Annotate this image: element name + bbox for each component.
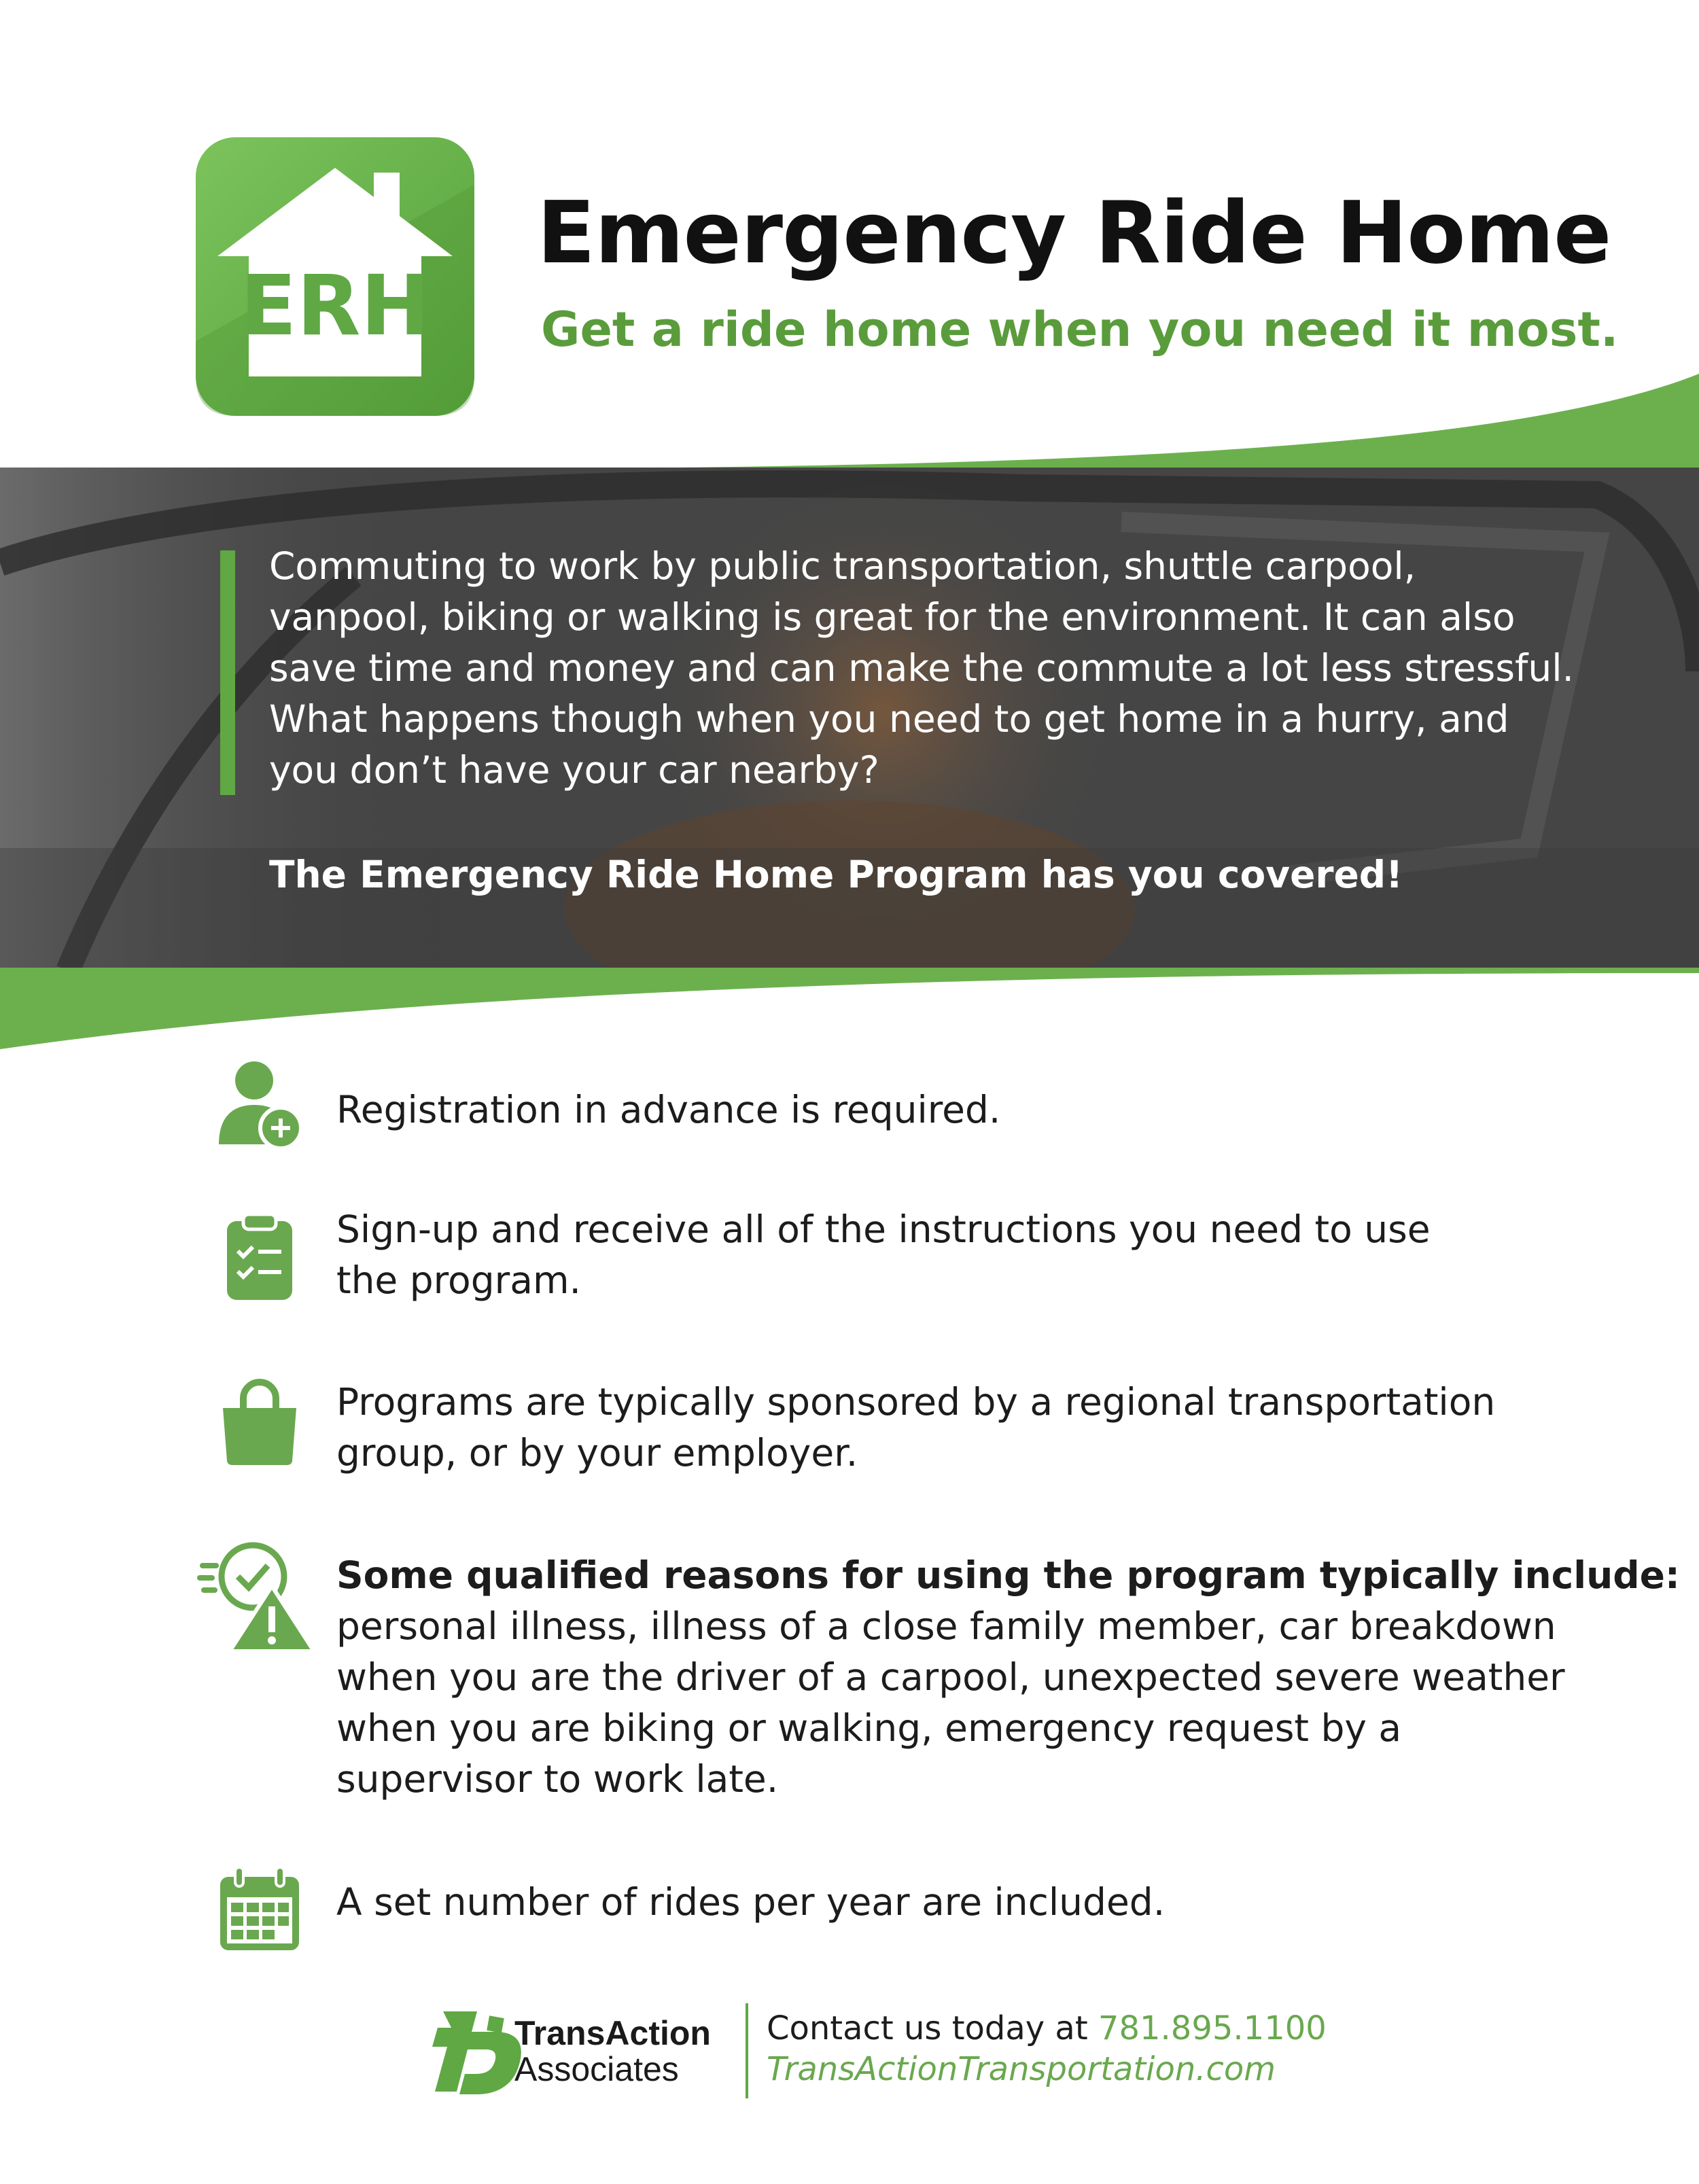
- contact-line: [767, 2008, 1327, 2049]
- feature-line: group, or by your employer.: [336, 1431, 858, 1475]
- clipboard-checklist-icon: [215, 1212, 304, 1301]
- feature-line: when you are biking or walking, emergency request by a: [336, 1706, 1402, 1750]
- feature-rides-per-year: [336, 1877, 1553, 1928]
- contact-phone[interactable]: 781.895.1100: [1098, 2009, 1327, 2047]
- contact-website-link[interactable]: TransActionTransportation.com: [767, 2050, 1276, 2088]
- feature-line: Sign-up and receive all of the instructions you need to use: [336, 1208, 1431, 1251]
- calendar-icon: [215, 1863, 304, 1953]
- page-subtitle: Get a ride home when you need it most.: [541, 302, 1619, 357]
- hero-line: save time and money and can make the commute a lot less stressful.: [269, 646, 1574, 690]
- feature-line: personal illness, illness of a close family member, car breakdown: [336, 1604, 1556, 1648]
- hero-intro-paragraph: [269, 541, 1574, 796]
- feature-line: the program.: [336, 1258, 581, 1302]
- logo-text: ERH: [240, 258, 430, 354]
- feature-registration: [336, 1085, 1553, 1135]
- feature-line: Registration in advance is required.: [336, 1088, 1001, 1131]
- hero-line: you don’t have your car nearby?: [269, 748, 879, 792]
- hero-line: What happens though when you need to get home in a hurry, and: [269, 697, 1509, 741]
- clock-warning-icon: [197, 1538, 319, 1654]
- hero-accent-bar: [220, 550, 235, 795]
- bottom-green-wave: [0, 968, 1699, 1056]
- contact-prefix: Contact us today at: [767, 2009, 1098, 2047]
- feature-qualified-reasons: [336, 1550, 1680, 1805]
- feature-line: A set number of rides per year are included.: [336, 1880, 1166, 1924]
- footer-divider: [746, 2003, 748, 2098]
- shopping-bag-icon: [215, 1378, 304, 1468]
- feature-sponsorship: [336, 1377, 1553, 1479]
- feature-signup: [336, 1204, 1553, 1306]
- brand-name: TransAction: [514, 2014, 711, 2052]
- feature-line: supervisor to work late.: [336, 1757, 779, 1801]
- feature-heading: Some qualified reasons for using the program typically include:: [336, 1553, 1680, 1597]
- top-green-wave: [0, 367, 1699, 469]
- page-title: Emergency Ride Home: [537, 183, 1611, 283]
- hero-line: Commuting to work by public transportation, shuttle carpool,: [269, 544, 1416, 588]
- user-add-icon: [215, 1060, 304, 1150]
- feature-line: Programs are typically sponsored by a regional transportation: [336, 1380, 1496, 1424]
- hero-callout: The Emergency Ride Home Program has you covered!: [269, 853, 1403, 896]
- hero-line: vanpool, biking or walking is great for the environment. It can also: [269, 595, 1516, 639]
- feature-line: when you are the driver of a carpool, unexpected severe weather: [336, 1655, 1565, 1699]
- brand-subtitle: Associates: [514, 2050, 679, 2088]
